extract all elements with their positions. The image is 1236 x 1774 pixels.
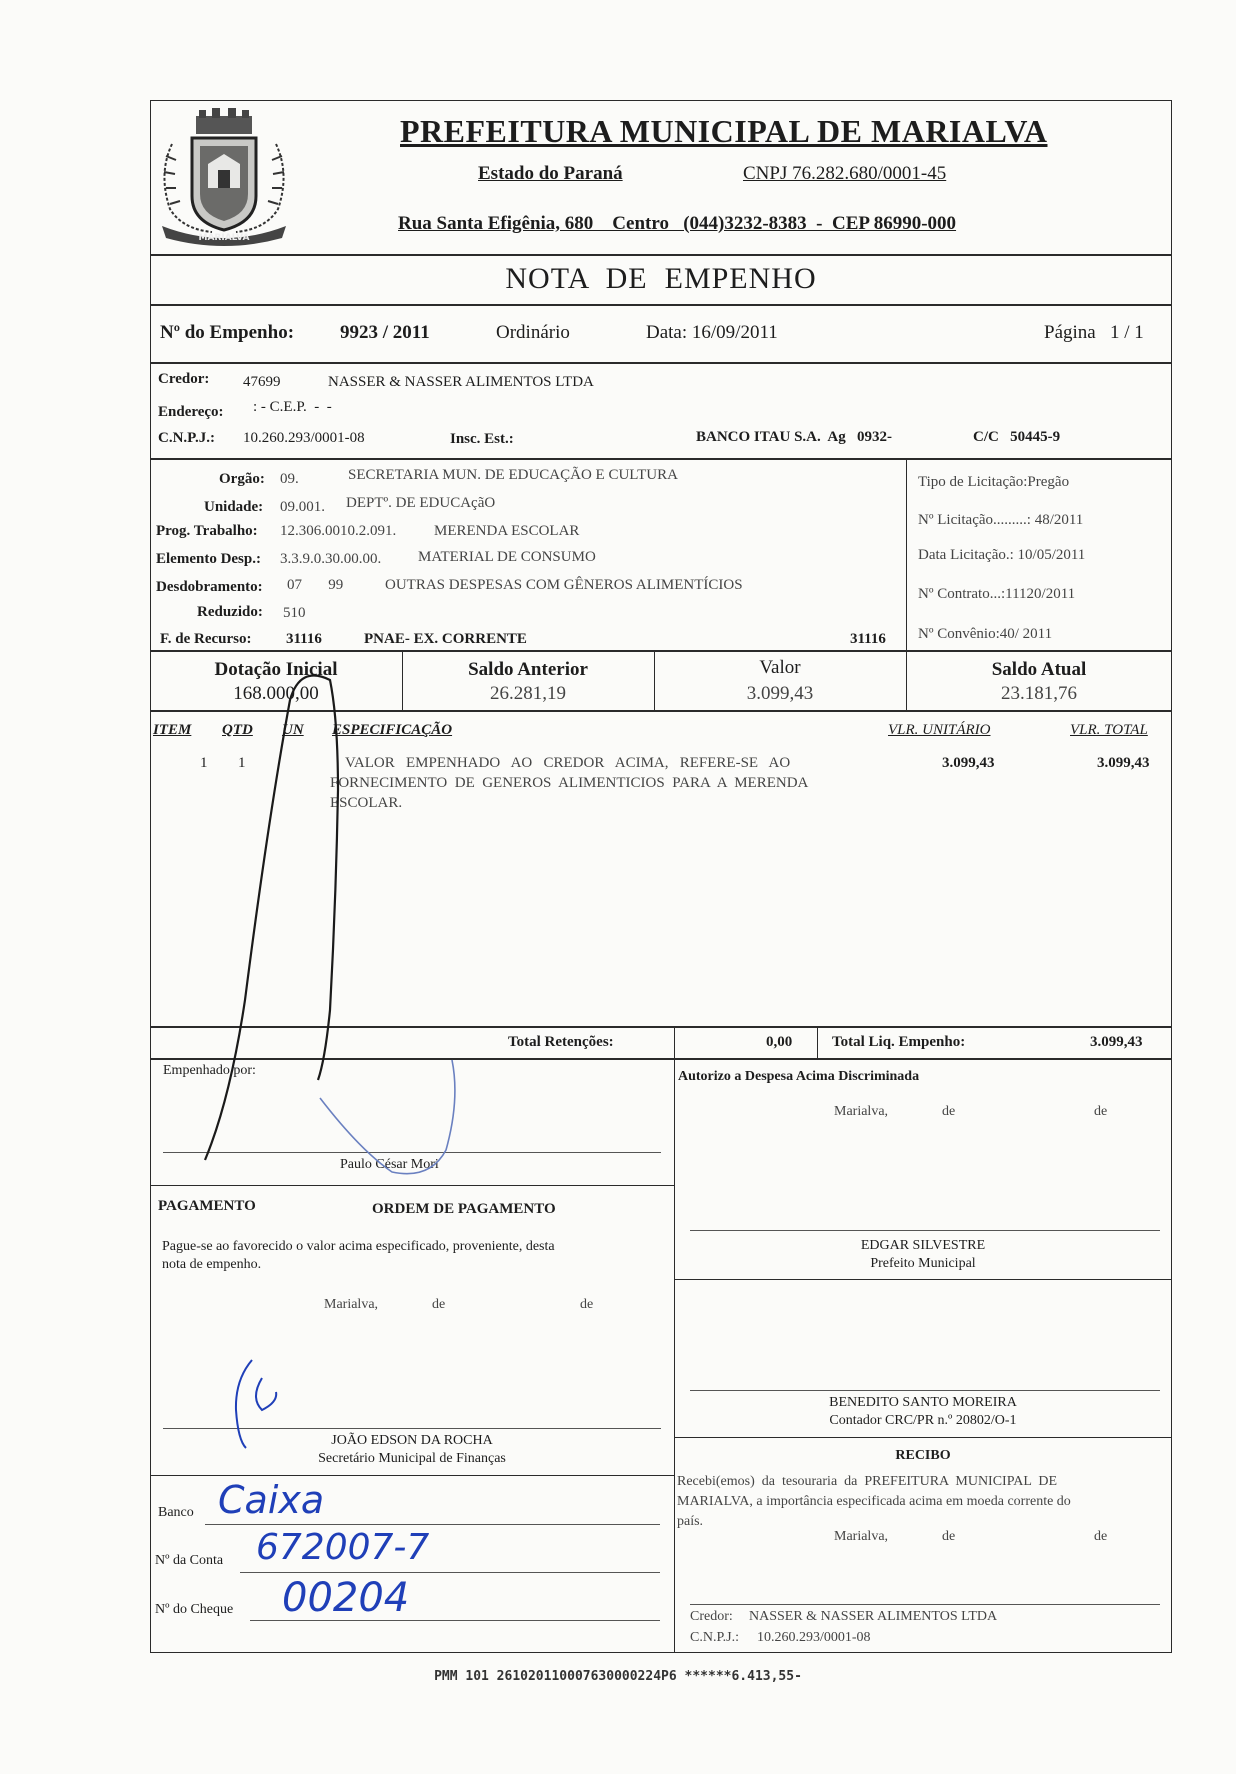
elem-label: Elemento Desp.: <box>156 551 261 567</box>
contador-name: BENEDITO SANTO MOREIRA <box>829 1395 1017 1410</box>
contador-role: Contador CRC/PR n.º 20802/O-1 <box>829 1413 1017 1428</box>
valor-label: Valor <box>759 657 801 678</box>
dotacao-inicial-value: 168.000,00 <box>233 683 319 704</box>
numero-convenio: Nº Convênio:40/ 2011 <box>918 626 1053 642</box>
autorizo-place: Marialva, <box>834 1104 889 1119</box>
desd-label: Desdobramento: <box>156 579 263 595</box>
endereco-label: Endereço: <box>158 404 224 420</box>
empenho-number: 9923 / 2011 <box>340 322 430 343</box>
pagamento-text-2: nota de empenho. <box>162 1257 262 1272</box>
recibo-de-2: de <box>1094 1529 1108 1544</box>
header-address: Rua Santa Efigênia, 680 Centro (044)3232-8383 - CEP 86990-000 <box>398 213 957 234</box>
financas-signer-role: Secretário Municipal de Finanças <box>318 1451 506 1466</box>
pagamento-place: Marialva, <box>324 1297 379 1312</box>
item-qtd: 1 <box>238 755 246 771</box>
recibo-cnpj-value: 10.260.293/0001-08 <box>757 1630 871 1645</box>
col-vlr-total: VLR. TOTAL <box>1070 722 1148 738</box>
conta-handwritten: 672007-7 <box>256 1527 430 1568</box>
desd-desc: OUTRAS DESPESAS COM GÊNEROS ALIMENTÍCIOS <box>385 577 743 593</box>
prog-value: 12.306.0010.2.091. <box>280 523 397 539</box>
col-vlr-unitario: VLR. UNITÁRIO <box>888 722 991 738</box>
total-liquido-label: Total Liq. Empenho: <box>832 1034 966 1050</box>
prog-label: Prog. Trabalho: <box>156 523 258 539</box>
recibo-text-3: país. <box>677 1514 704 1529</box>
empenho-label: Nº do Empenho: <box>160 322 295 343</box>
valor-value: 3.099,43 <box>746 683 814 704</box>
banco-handwritten: Caixa <box>218 1478 325 1522</box>
recibo-cnpj-label: C.N.P.J.: <box>690 1630 740 1645</box>
orgao-value: 09. <box>280 471 299 487</box>
reduzido-label: Reduzido: <box>197 604 263 620</box>
empenho-type: Ordinário <box>496 322 570 343</box>
endereco-value: : - C.E.P. - - <box>253 399 332 415</box>
recurso-code: 31116 <box>850 631 886 647</box>
total-retencoes-label: Total Retenções: <box>508 1034 614 1050</box>
ordem-pagamento-label: ORDEM DE PAGAMENTO <box>372 1201 556 1217</box>
item-total-value: 3.099,43 <box>1097 755 1150 771</box>
unidade-desc: DEPTº. DE EDUCAçãO <box>346 495 496 511</box>
unidade-label: Unidade: <box>204 499 264 515</box>
autorizo-label: Autorizo a Despesa Acima Discriminada <box>678 1069 920 1084</box>
saldo-atual-label: Saldo Atual <box>991 659 1087 680</box>
conta-label: Nº da Conta <box>155 1553 224 1568</box>
saldo-anterior-label: Saldo Anterior <box>468 659 588 680</box>
conta-corrente: C/C 50445-9 <box>973 429 1061 445</box>
unidade-value: 09.001. <box>280 499 325 515</box>
empenho-date: Data: 16/09/2011 <box>646 322 778 343</box>
prefeito-role: Prefeito Municipal <box>870 1256 976 1271</box>
pagamento-text-1: Pague-se ao favorecido o valor acima especificado, proveniente, desta <box>162 1239 555 1254</box>
credor-label: Credor: <box>158 371 210 387</box>
cheque-label: Nº do Cheque <box>155 1602 234 1617</box>
recurso-desc: PNAE- EX. CORRENTE <box>364 631 527 647</box>
header-estado: Estado do Paraná <box>478 163 623 184</box>
page-number: Página 1 / 1 <box>1044 322 1144 343</box>
item-spec-line2: FORNECIMENTO DE GENEROS ALIMENTICIOS PARA A MERENDA <box>330 775 809 791</box>
header-cnpj: CNPJ 76.282.680/0001-45 <box>743 163 947 184</box>
recurso-label: F. de Recurso: <box>160 631 252 647</box>
col-especificacao: ESPECIFICAÇÃO <box>332 722 453 738</box>
footer-machine-code: PMM 101 261020110007630000224P6 ******6.413,55- <box>434 1669 802 1684</box>
item-spec-line3: ESCOLAR. <box>330 795 403 811</box>
pagamento-de-1: de <box>432 1297 446 1312</box>
recibo-label: RECIBO <box>895 1448 951 1463</box>
credor-cnpj-label: C.N.P.J.: <box>158 430 215 446</box>
recibo-text-2: MARIALVA, a importância especificada acima em moeda corrente do <box>677 1494 1071 1509</box>
orgao-desc: SECRETARIA MUN. DE EDUCAÇÃO E CULTURA <box>348 467 678 483</box>
total-liquido-value: 3.099,43 <box>1090 1034 1143 1050</box>
recibo-place: Marialva, <box>834 1529 889 1544</box>
item-number: 1 <box>200 755 208 771</box>
col-un: UN <box>282 722 304 738</box>
saldo-atual-value: 23.181,76 <box>1001 683 1077 704</box>
dotacao-inicial-label: Dotação Inicial <box>214 659 338 680</box>
pagamento-de-2: de <box>580 1297 594 1312</box>
desd-value: 07 99 <box>287 577 344 593</box>
financas-signer-name: JOÃO EDSON DA ROCHA <box>331 1433 493 1448</box>
col-qtd: QTD <box>222 722 253 738</box>
credor-name: NASSER & NASSER ALIMENTOS LTDA <box>328 374 594 390</box>
pagamento-label: PAGAMENTO <box>158 1198 256 1214</box>
credor-code: 47699 <box>243 374 281 390</box>
col-item: ITEM <box>153 722 192 738</box>
recurso-value: 31116 <box>286 631 322 647</box>
recibo-credor-name: NASSER & NASSER ALIMENTOS LTDA <box>749 1609 998 1624</box>
orgao-label: Orgão: <box>219 471 265 487</box>
autorizo-de-2: de <box>1094 1104 1108 1119</box>
elem-desc: MATERIAL DE CONSUMO <box>418 549 596 565</box>
data-licitacao: Data Licitação.: 10/05/2011 <box>918 547 1086 563</box>
header-title: PREFEITURA MUNICIPAL DE MARIALVA <box>400 113 1048 149</box>
banco-info: BANCO ITAU S.A. Ag 0932- <box>696 429 892 445</box>
saldo-anterior-value: 26.281,19 <box>490 683 566 704</box>
credor-cnpj: 10.260.293/0001-08 <box>243 430 365 446</box>
tipo-licitacao: Tipo de Licitação:Pregão <box>918 474 1070 490</box>
crest-ribbon-text: MARIALVA <box>198 233 250 243</box>
elem-value: 3.3.9.0.30.00.00. <box>280 551 382 567</box>
prog-desc: MERENDA ESCOLAR <box>434 523 580 539</box>
numero-licitacao: Nº Licitação.........: 48/2011 <box>918 512 1084 528</box>
prefeito-name: EDGAR SILVESTRE <box>860 1238 986 1253</box>
item-unit-value: 3.099,43 <box>942 755 995 771</box>
item-spec-line1: VALOR EMPENHADO AO CREDOR ACIMA, REFERE-SE AO <box>345 755 791 771</box>
recibo-text-1: Recebi(emos) da tesouraria da PREFEITURA MUNICIPAL DE <box>677 1474 1058 1489</box>
cheque-handwritten: 00204 <box>282 1575 410 1621</box>
empenhado-por-label: Empenhado por: <box>163 1063 256 1078</box>
document-title: NOTA DE EMPENHO <box>505 262 817 295</box>
recibo-credor-label: Credor: <box>690 1609 733 1624</box>
recibo-de-1: de <box>942 1529 956 1544</box>
reduzido-value: 510 <box>283 605 306 621</box>
total-retencoes-value: 0,00 <box>766 1034 793 1050</box>
insc-est-label: Insc. Est.: <box>450 431 514 447</box>
empenhado-por-name: Paulo César Mori <box>340 1157 439 1172</box>
autorizo-de-1: de <box>942 1104 956 1119</box>
numero-contrato: Nº Contrato...:11120/2011 <box>918 586 1076 602</box>
banco-label: Banco <box>158 1505 194 1520</box>
